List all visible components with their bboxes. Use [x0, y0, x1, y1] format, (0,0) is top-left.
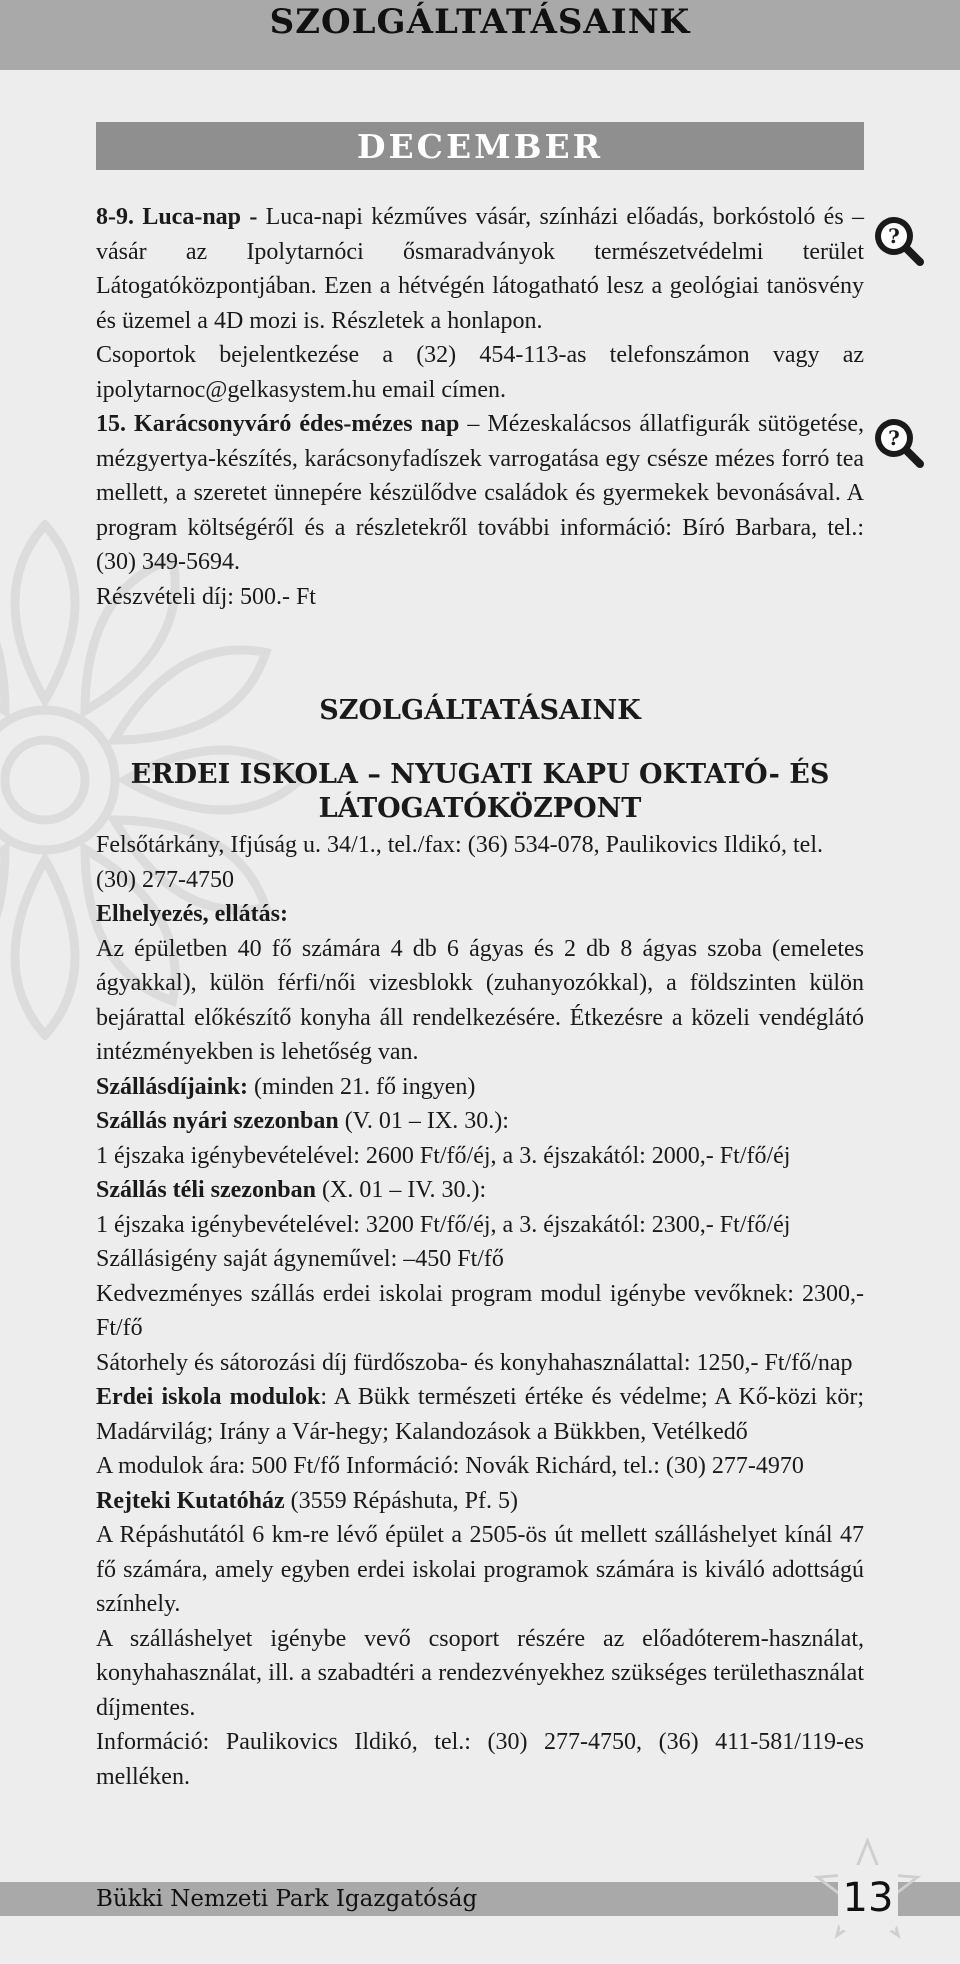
accommodation-text: Az épületben 40 fő számára 4 db 6 ágyas és 2 db 8 ágyas szoba (emeletes ágyakkal), külön férfi/női vizesblokk (zuhanyozókkal), a földszinten külön bejárattal előkészítő konyha áll rendelkezésére. Étkezésre a közeli vendéglátó intézményekben is lehetőség van.: [96, 935, 864, 1065]
winter-label: Szállás téli szezonban: [96, 1177, 316, 1203]
fees-line: [96, 1070, 864, 1105]
summer-label: Szállás nyári szezonban: [96, 1108, 339, 1134]
rejteki-addr: (3559 Répáshuta, Pf. 5): [284, 1487, 518, 1514]
rejteki-line: [96, 1484, 864, 1519]
fees-note: (minden 21. fő ingyen): [248, 1073, 476, 1100]
summer-line: [96, 1104, 864, 1139]
event-luca: [96, 200, 864, 338]
camping-price: Sátorhely és sátorozási díj fürdőszoba- és konyhahasználattal: 1250,- Ft/fő/nap: [96, 1349, 853, 1376]
event-name: Luca-nap -: [142, 204, 258, 230]
event-fee: Részvételi díj: 500.- Ft: [96, 583, 316, 610]
event-text: Luca-napi kézműves vásár, színházi előadás, borkóstoló és –vásár az Ipolytarnóci ősmaradványok természetvédelmi terület Látogatóközpontjában. Ezen a hétvégén látogatható lesz a geológiai tanösvény és üzemel a 4D mozi is. Részletek a honlapon.: [96, 204, 864, 334]
magnifier-question-icon[interactable]: [872, 214, 924, 266]
fees-label: Szállásdíjaink:: [96, 1073, 249, 1100]
page-content: [96, 200, 864, 1794]
accommodation-label: Elhelyezés, ellátás:: [96, 901, 288, 927]
discount-price: Kedvezményes szállás erdei iskolai program modul igénybe vevőknek: 2300,- Ft/fő: [96, 1280, 864, 1341]
svg-text:?: ?: [888, 426, 900, 450]
org-title: ERDEI ISKOLA – NYUGATI KAPU OKTATÓ- ÉS LÁTOGATÓKÖZPONT: [130, 759, 830, 824]
modules-text: : A Bükk természeti értéke és védelme; A Kő-közi kör; Madárvilág; Irány a Vár-hegy; Kalandozások a Bükkben, Vetélkedő: [96, 1384, 864, 1445]
section-title: SZOLGÁLTATÁSAINK: [319, 695, 641, 726]
rejteki-label: Rejteki Kutatóház: [96, 1487, 285, 1514]
modules-line: [96, 1380, 864, 1449]
winter-line: [96, 1173, 864, 1208]
event-date: 8-9.: [96, 204, 134, 230]
event-name: Karácsonyváró édes-mézes nap: [134, 411, 460, 437]
modules-price: A modulok ára: 500 Ft/fő Információ: Novák Richárd, tel.: (30) 277-4970: [96, 1453, 804, 1479]
svg-text:?: ?: [888, 224, 900, 248]
bedding-price: Szállásigény saját ágyneművel: –450 Ft/fő: [96, 1246, 504, 1272]
header-title: SZOLGÁLTATÁSAINK: [269, 2, 691, 42]
org-address: Felsőtárkány, Ifjúság u. 34/1., tel./fax: (36) 534-078, Paulikovics Ildikó, tel. (30) 277-4750: [96, 832, 823, 893]
month-heading: DECEMBER: [96, 122, 864, 170]
event-karacsony: [96, 407, 864, 580]
event-date: 15.: [96, 411, 126, 437]
rejteki-text: A Répáshutától 6 km-re lévő épület a 2505-ös út mellett szálláshelyet kínál 47 fő számára, amely egyben erdei iskolai programok számára is kiváló adottságú színhely.: [96, 1522, 864, 1617]
page-number: 13: [838, 1865, 898, 1931]
summer-price: 1 éjszaka igénybevételével: 2600 Ft/fő/éj, a 3. éjszakától: 2000,- Ft/fő/éj: [96, 1142, 791, 1169]
winter-price: 1 éjszaka igénybevételével: 3200 Ft/fő/éj, a 3. éjszakától: 2300,- Ft/fő/éj: [96, 1211, 791, 1238]
rejteki-info: Információ: Paulikovics Ildikó, tel.: (30) 277-4750, (36) 411-581/119-es melléken.: [96, 1729, 864, 1790]
event-contact: Csoportok bejelentkezése a (32) 454-113-as telefonszámon vagy az ipolytarnoc@gelkasystem.hu email címen.: [96, 342, 864, 403]
summer-range: (V. 01 – IX. 30.):: [338, 1108, 509, 1134]
modules-label: Erdei iskola modulok: [96, 1384, 321, 1410]
footer-org-name: Bükki Nemzeti Park Igazgatóság: [96, 1886, 478, 1912]
event-text: – Mézeskalácsos állatfigurák sütögetése, mézgyertya-készítés, karácsonyfadíszek varrogatása egy csésze mézes forró tea mellett, a szeretet ünnepére készülődve családok és gyermekek bevonásával. A program költségéről és a részletekről további információ: Bíró Barbara, tel.: (30) 349-5694.: [96, 411, 865, 575]
winter-range: (X. 01 – IV. 30.):: [316, 1177, 487, 1203]
magnifier-question-icon[interactable]: [872, 416, 924, 468]
rejteki-free: A szálláshelyet igénybe vevő csoport részére az előadóterem-használat, konyhahasználat, ill. a szabadtéri a rendezvényekhez szükséges területhasználat díjmentes.: [96, 1625, 864, 1721]
